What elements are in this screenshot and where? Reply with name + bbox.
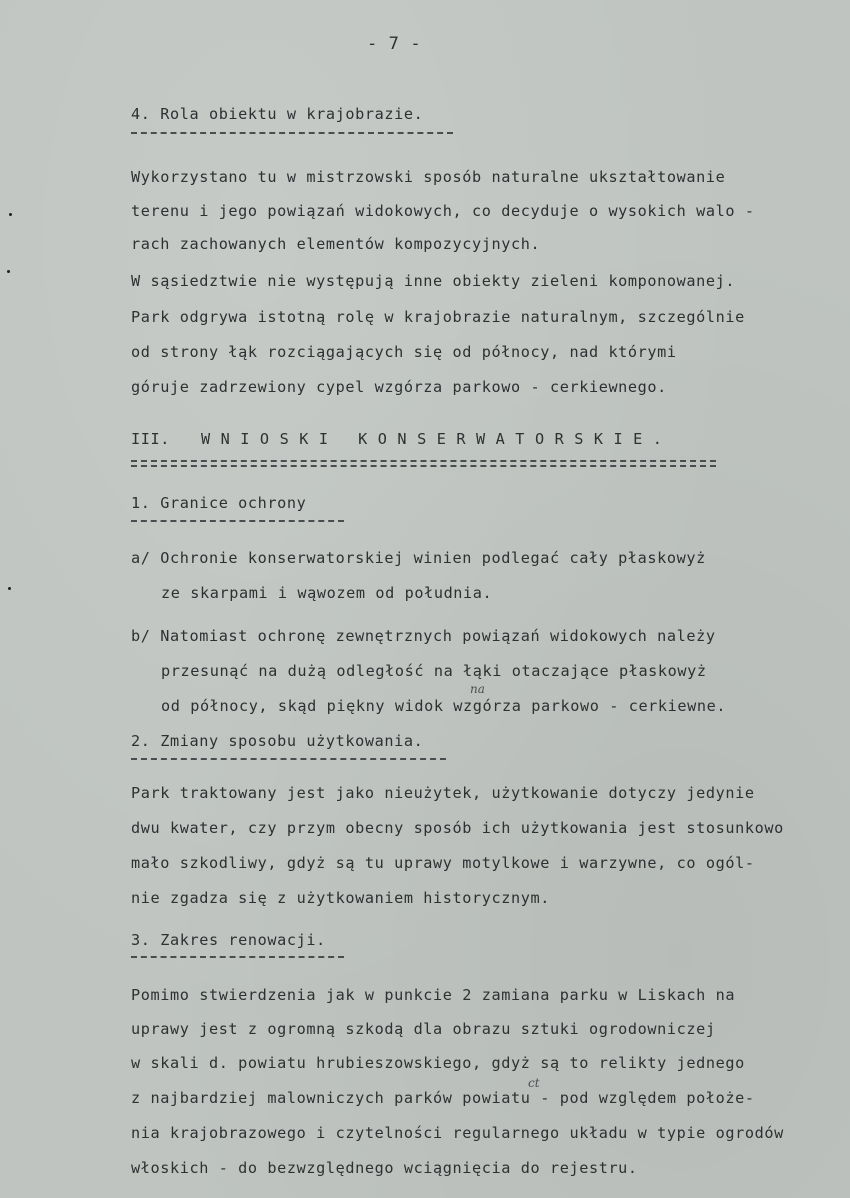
paragraph-line: włoskich - do bezwzględnego wciągnięcia do rejestru. <box>131 1159 638 1177</box>
paragraph-line: Park odgrywa istotną rolę w krajobrazie naturalnym, szczególnie <box>131 308 745 326</box>
list-item-a-cont: ze skarpami i wąwozem od południa. <box>161 584 493 602</box>
handwritten-correction: ct <box>528 1076 540 1090</box>
list-item-a: a/ Ochronie konserwatorskiej winien podlegać cały płaskowyż <box>131 549 706 567</box>
list-item-b-cont: od północy, skąd piękny widok wzgórza parkowo - cerkiewne. <box>161 697 727 715</box>
list-item-b: b/ Natomiast ochronę zewnętrznych powiązań widokowych należy <box>131 627 716 645</box>
margin-mark <box>7 270 10 273</box>
paragraph-line: Wykorzystano tu w mistrzowski sposób naturalne ukształtowanie <box>131 168 726 186</box>
paragraph-line: Park traktowany jest jako nieużytek, użytkowanie dotyczy jedynie <box>131 784 755 802</box>
handwritten-insert: na <box>470 682 485 696</box>
subsection-3-heading: 3. Zakres renowacji. <box>131 931 326 949</box>
paragraph-line: mało szkodliwy, gdyż są tu uprawy motylkowe i warzywne, co ogól- <box>131 854 755 872</box>
section-4-heading: 4. Rola obiektu w krajobrazie. <box>131 105 424 123</box>
section-iii-title: WNIOSKI KONSERWATORSKIE. <box>201 430 673 448</box>
paragraph-line: z najbardziej malowniczych parków powiatu - pod względem położe- <box>131 1089 755 1107</box>
list-item-b-cont: przesunąć na dużą odległość na łąki otaczające płaskowyż <box>161 662 707 680</box>
subsection-2-heading: 2. Zmiany sposobu użytkowania. <box>131 732 424 750</box>
paragraph-line: uprawy jest z ogromną szkodą dla obrazu sztuki ogrodowniczej <box>131 1020 716 1038</box>
margin-mark <box>8 587 11 590</box>
subsection-3-underline <box>131 956 344 958</box>
paragraph-line: W sąsiedztwie nie występują inne obiekty zieleni komponowanej. <box>131 272 736 290</box>
subsection-2-underline <box>131 758 446 760</box>
subsection-1-underline <box>131 520 344 522</box>
margin-mark <box>9 213 12 216</box>
paragraph-line: terenu i jego powiązań widokowych, co decyduje o wysokich walo - <box>131 202 755 220</box>
paragraph-line: w skali d. powiatu hrubieszowskiego, gdyż są to relikty jednego <box>131 1054 745 1072</box>
paragraph-line: Pomimo stwierdzenia jak w punkcie 2 zamiana parku w Liskach na <box>131 986 736 1004</box>
section-iii-number: III. <box>131 430 170 448</box>
paragraph-line: od strony łąk rozciągających się od północy, nad którymi <box>131 343 677 361</box>
paragraph-line: nie zgadza się z użytkowaniem historycznym. <box>131 889 550 907</box>
subsection-1-heading: 1. Granice ochrony <box>131 494 307 512</box>
paragraph-line: góruje zadrzewiony cypel wzgórza parkowo - cerkiewnego. <box>131 378 667 396</box>
section-iii-underline <box>131 460 716 462</box>
paragraph-line: nia krajobrazowego i czytelności regularnego układu w typie ogrodów <box>131 1124 784 1142</box>
paragraph-line: rach zachowanych elementów kompozycyjnych. <box>131 235 541 253</box>
section-4-underline <box>131 132 453 134</box>
section-iii-underline-2 <box>131 465 716 467</box>
page-number: - 7 - <box>367 34 422 54</box>
paragraph-line: dwu kwater, czy przym obecny sposób ich użytkowania jest stosunkowo <box>131 819 784 837</box>
